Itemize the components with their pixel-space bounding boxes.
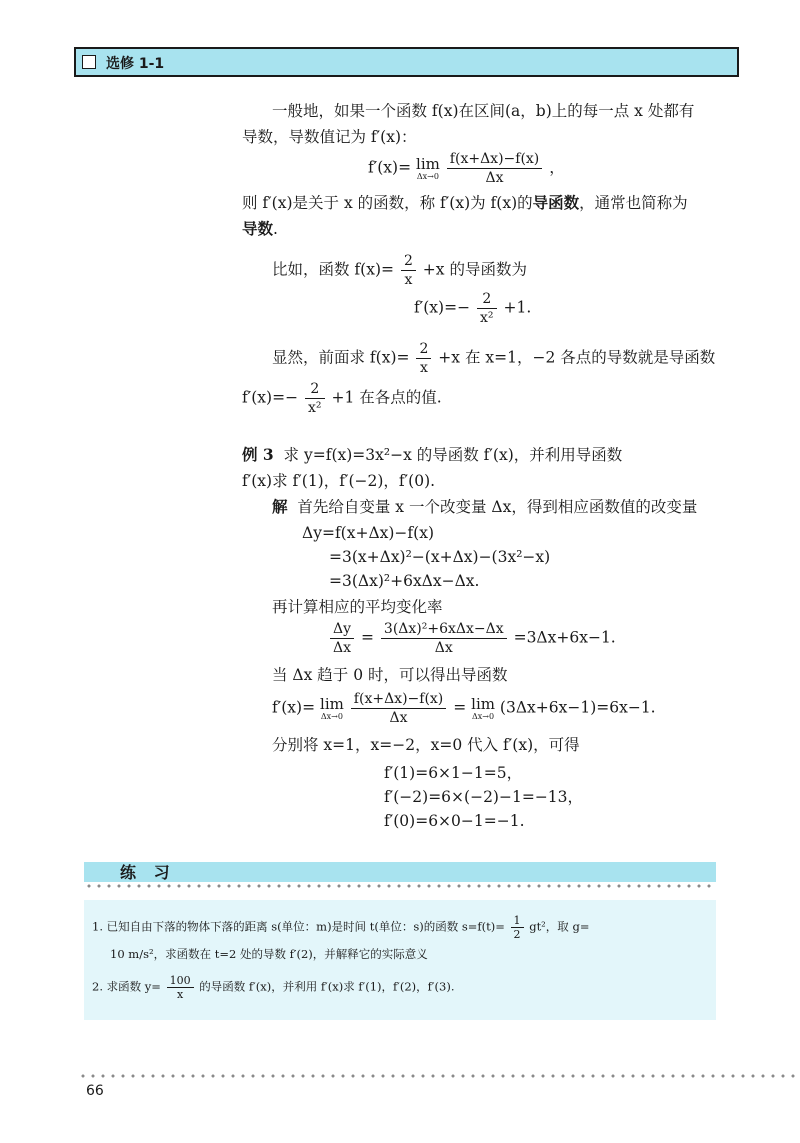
frac-denominator: Δx	[333, 640, 352, 656]
derivative-definition-formula	[368, 150, 565, 187]
def-line-3	[242, 192, 688, 214]
exercise-2-post: 的导函数 f′(x)，并利用 f′(x)求 f′(1)，f′(2)，f′(3).	[199, 979, 455, 994]
frac-denominator: x²	[308, 400, 322, 416]
two-over-x-squared	[477, 290, 497, 327]
value-f0: f′(0)=6×0−1=−1.	[384, 812, 525, 830]
solution-label: 解	[272, 497, 288, 516]
dotted-divider	[84, 884, 716, 888]
delta-y-line-3: =3(Δx)²+6xΔx−Δx.	[329, 572, 480, 590]
exercise-2-pre: 2. 求函数 y=	[92, 979, 161, 994]
values-post: +1 在各点的值.	[331, 388, 442, 407]
average-rate-intro: 再计算相应的平均变化率	[272, 598, 443, 616]
frac-numerator: 100	[167, 974, 194, 988]
example-intro-line	[272, 252, 527, 289]
example-intro-post: +x 的导函数为	[422, 260, 527, 279]
exercise-1-line-1	[92, 914, 589, 941]
obviously-line	[272, 340, 715, 377]
value-f1: f′(1)=6×1−1=5，	[384, 764, 523, 782]
practice-title-bar	[84, 862, 716, 882]
two-over-x-squared	[305, 380, 325, 417]
def-lhs: f′(x)=	[368, 158, 412, 177]
lim-subscript: Δx→0	[472, 712, 495, 721]
exercise-1-post: gt²，取 g=	[529, 919, 590, 934]
def-line-4	[242, 218, 278, 240]
delta-y-line-2: =3(x+Δx)²−(x+Δx)−(3x²−x)	[329, 548, 551, 566]
footer-dotted-divider	[78, 1074, 800, 1078]
exercise-1-pre: 1. 已知自由下落的物体下落的距离 s(单位：m)是时间 t(单位：s)的函数 s=f(t)=	[92, 919, 505, 934]
def-line-2: 导数，导数值记为 f′(x)：	[242, 128, 417, 146]
exercise-2	[92, 974, 454, 1001]
equals-sign: =	[453, 698, 467, 717]
lim-word: lim	[471, 695, 495, 713]
lim-word: lim	[416, 155, 440, 173]
formula-lhs: f′(x)=	[272, 698, 316, 717]
def-line-1: 一般地，如果一个函数 f(x)在区间(a，b)上的每一点 x 处都有	[272, 102, 695, 120]
lim-word: lim	[320, 695, 344, 713]
one-half	[511, 914, 524, 941]
equals-sign: =	[360, 628, 374, 647]
solution-text: 首先给自变量 x 一个改变量 Δx，得到相应函数值的改变量	[297, 498, 698, 516]
term-derived-function: 导函数	[532, 193, 580, 212]
solution-line	[272, 496, 697, 518]
obviously-pre: 显然，前面求 f(x)=	[272, 348, 410, 367]
def-line-4-post: .	[273, 220, 278, 238]
difference-quotient	[351, 690, 446, 727]
frac-denominator: x	[404, 272, 413, 288]
frac-numerator: f(x+Δx)−f(x)	[351, 690, 446, 709]
difference-quotient	[447, 150, 542, 187]
example-derivative-formula	[414, 290, 531, 327]
limit-operator	[416, 156, 440, 181]
def-line-3-post: ，通常也简称为	[579, 194, 688, 212]
hundred-over-x	[167, 974, 194, 1001]
chapter-header-bar	[74, 47, 739, 77]
values-pre: f′(x)=−	[242, 388, 299, 407]
limit-operator	[471, 696, 495, 721]
derivative-limit-formula	[272, 690, 656, 727]
page-number: 66	[86, 1083, 104, 1099]
expanded-quotient	[381, 620, 507, 657]
limit-intro: 当 Δx 趋于 0 时，可以得出导函数	[272, 666, 508, 684]
limit-operator	[320, 696, 344, 721]
frac-denominator: Δx	[434, 640, 453, 656]
example-3-line-1	[242, 444, 622, 466]
average-rate-result: =3Δx+6x−1.	[513, 628, 616, 647]
header-square-icon	[82, 55, 96, 69]
two-over-x	[416, 340, 431, 377]
dy-over-dx	[330, 620, 354, 657]
example-3-line-2: f′(x)求 f′(1)，f′(−2)，f′(0).	[242, 472, 436, 490]
frac-numerator: f(x+Δx)−f(x)	[447, 150, 542, 169]
def-tail: ，	[549, 158, 565, 177]
limit-result: (3Δx+6x−1)=6x−1.	[499, 698, 656, 717]
term-derivative: 导数	[242, 219, 274, 238]
def-line-3-pre: 则 f′(x)是关于 x 的函数，称 f′(x)为 f(x)的	[242, 194, 533, 212]
frac-numerator: 1	[511, 914, 524, 928]
substitute-line: 分别将 x=1，x=−2，x=0 代入 f′(x)，可得	[272, 736, 580, 754]
frac-numerator: Δy	[330, 620, 354, 639]
obviously-post: +x 在 x=1，−2 各点的导数就是导函数	[438, 348, 716, 367]
frac-denominator: x	[419, 360, 428, 376]
practice-title: 练 习	[120, 863, 176, 882]
example-3-text: 求 y=f(x)=3x²−x 的导函数 f′(x)，并利用导函数	[283, 446, 623, 464]
two-over-x	[401, 252, 416, 289]
frac-denominator: x²	[480, 310, 494, 326]
frac-numerator: 2	[401, 252, 416, 271]
average-rate-formula	[328, 620, 616, 657]
chapter-title: 选修 1-1	[106, 56, 165, 72]
formula-lhs: f′(x)=−	[414, 298, 471, 317]
frac-numerator: 2	[477, 290, 497, 309]
frac-denominator: x	[176, 988, 184, 1001]
exercise-1-line-2: 10 m/s²，求函数在 t=2 处的导数 f′(2)，并解释它的实际意义	[110, 947, 428, 961]
frac-denominator: Δx	[485, 170, 504, 186]
frac-numerator: 2	[416, 340, 431, 359]
frac-numerator: 2	[305, 380, 325, 399]
frac-numerator: 3(Δx)²+6xΔx−Δx	[381, 620, 507, 639]
frac-denominator: 2	[513, 928, 521, 941]
lim-subscript: Δx→0	[320, 712, 343, 721]
delta-y-line-1: Δy=f(x+Δx)−f(x)	[302, 524, 434, 542]
frac-denominator: Δx	[389, 710, 408, 726]
example-intro-pre: 比如，函数 f(x)=	[272, 260, 394, 279]
lim-subscript: Δx→0	[416, 172, 439, 181]
value-f-neg2: f′(−2)=6×(−2)−1=−13，	[384, 788, 584, 806]
formula-tail: +1.	[503, 298, 532, 317]
practice-box	[84, 900, 716, 1020]
example-label: 例 3	[242, 445, 274, 464]
values-line	[242, 380, 442, 417]
